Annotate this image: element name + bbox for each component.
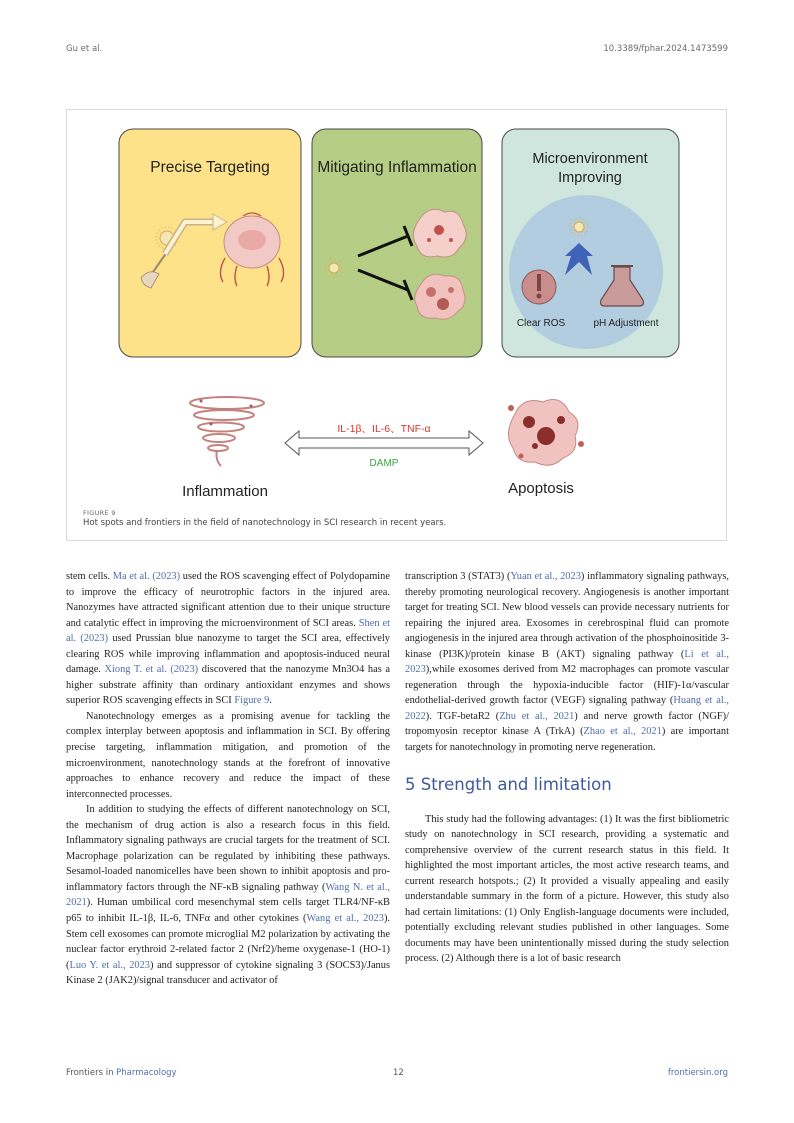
citation-link[interactable]: Wang et al., 2023 — [306, 913, 384, 925]
text: ). Human umbilical cord mesenchymal stem cells target TLR4/NF-κB p65 to inhibit IL-1β, IL-6, TNFα and other cytokines ( — [66, 897, 390, 925]
citation-link[interactable]: Zhu et al., 2021 — [499, 710, 575, 722]
panel-microenvironment-title-line2: Improving — [558, 170, 622, 186]
inflammation-label: Inflammation — [182, 483, 268, 500]
running-header-authors: Gu et al. — [66, 44, 103, 54]
paragraph — [405, 569, 729, 756]
panel-mitigating-inflammation-title: Mitigating Inflammation — [317, 159, 477, 176]
citation-link[interactable]: Shen et al. (2023) — [66, 617, 390, 645]
paragraph: Nanotechnology emerges as a promising avenue for tackling the complex interplay between apoptosis and inflammation in SCI. By offering precise targeting, inflammation mitigation, and promotion of the microenvironment, nanotechnology stands at the forefront of innovative approaches to enhance recovery and reduce the impact of these interconnected processes. — [66, 710, 390, 800]
text: discovered that the nanozyme Mn3O4 has a higher substrate affinity than ordinary antioxidant enzymes and shows superior ROS scavenging effects in SCI — [66, 664, 390, 707]
text: ) and nerve growth factor (NGF)/ tropomyosin receptor kinase A (TrkA) ( — [405, 710, 729, 738]
figure-9-illustration — [67, 110, 728, 542]
text: ) are important targets for nanotechnology in promoting nerve regeneration. — [405, 726, 729, 754]
text: used the ROS scavenging effect of Polydopamine to improve the efficacy of neurotrophic factors in the injured area. Nanozymes have attracted significant attention due to their unique structure and catalytic effect in improving the microenvironment of SCI areas. — [66, 571, 390, 629]
section-heading: 5 Strength and limitation — [405, 774, 612, 794]
figure-label: FIGURE 9 — [83, 509, 116, 517]
figure-caption: Hot spots and frontiers in the field of nanotechnology in SCI research in recent years. — [83, 518, 447, 528]
citation-link[interactable]: Huang et al., 2022 — [405, 695, 729, 722]
text: ) inflammatory signaling pathways, thereby promoting neurological recovery. Angiogenesis is another important target for treating SCI. New blood vessels can provide necessary nutrients for repairing the injured area. Exosomes in cerebrospinal fluid can promote angiogenesis in the injured area through activation of the phosphoinositide 3-kinase (PI3K)/protein kinase B (AKT) signaling pathway ( — [405, 571, 730, 660]
panel-precise-targeting-title: Precise Targeting — [150, 159, 270, 176]
citation-link[interactable]: Ma et al. (2023) — [112, 571, 181, 582]
paragraph — [66, 569, 390, 709]
citation-link[interactable]: Zhao et al., 2021 — [583, 726, 662, 738]
page-number: 12 — [393, 1068, 404, 1078]
citation-link[interactable]: Luo Y. et al., 2023 — [69, 959, 150, 971]
panel-microenvironment-title-line1: Microenvironment — [532, 151, 648, 167]
inflammation-tornado-icon — [190, 397, 264, 466]
text: ),while exosomes derived from M2 macrophages can promote vascular regeneration through the hypoxia-inducible factor (HIF)-1α/vascular endothelial-derived growth factor (VEGF) signaling pathway ( — [405, 664, 729, 707]
footer-journal-prefix: Frontiers in — [66, 1068, 117, 1078]
citation-link[interactable]: Wang N. et al., 2021 — [66, 881, 390, 909]
text: In addition to studying the effects of different nanotechnology on SCI, the mechanism of drug action is also a research focus in this field. Inflammatory signaling pathways are crucial targets for the treatment of SCI. Macrophage polarization can be regulated by inhibiting these pathways. Sesamol-loaded nanomicelles have been shown to inhibit apoptosis and pro-inflammatory factors through the NF-κB signaling pathway ( — [66, 804, 390, 893]
text: ). TGF-betaR2 ( — [425, 710, 500, 722]
damp-label: DAMP — [369, 458, 399, 469]
text: stem cells. — [66, 571, 113, 582]
text: transcription 3 (STAT3) ( — [405, 571, 511, 582]
citation-link[interactable]: Yuan et al., 2023 — [510, 571, 581, 582]
figure-link[interactable]: Figure 9 — [234, 695, 270, 707]
citation-link[interactable]: Xiong T. et al. (2023) — [104, 664, 199, 676]
text: . — [269, 695, 272, 707]
warning-icon — [522, 270, 556, 304]
right-column — [405, 569, 729, 967]
citation-link[interactable]: Li et al., 2023 — [405, 648, 730, 676]
footer-journal-name[interactable]: Pharmacology — [116, 1068, 177, 1078]
text: ). Stem cell exosomes can promote microglial M2 polarization by activating the nuclear factor erythroid 2-related factor 2 (Nrf2)/heme oxygenase-1 (HO-1) ( — [66, 913, 390, 971]
running-header-doi[interactable]: 10.3389/fphar.2024.1473599 — [603, 44, 728, 54]
ph-adjustment-label: pH Adjustment — [593, 318, 659, 329]
clear-ros-label: Clear ROS — [516, 318, 566, 329]
paragraph — [66, 802, 390, 989]
inflamed-cell-icon — [413, 209, 466, 257]
text: ) and suppressor of cytokine signaling 3 (SOCS3)/Janus Kinase 2 (JAK2)/signal transducer and activator of — [66, 959, 390, 987]
left-column — [66, 569, 390, 989]
figure-9 — [66, 109, 727, 541]
apoptosis-label: Apoptosis — [508, 480, 574, 497]
footer-site-link[interactable]: frontiersin.org — [667, 1068, 728, 1078]
cytokines-label: IL-1β、IL-6、TNF-α — [337, 423, 431, 435]
paragraph: This study had the following advantages: (1) It was the first bibliometric study on nanotechnology in SCI research, providing a systematic and comprehensive overview of the current research status in this field. It highlighted the most important articles, the most active research teams, and current research hotspots.; (2) It provided a visually appealing and easily understandable summary in the form of a picture. However, this study also had certain limitations: (1) Only English-language documents were included, potentially excluding relevant studies published in other languages. Some documents may have been unintentionally missed during the study selection process. (2) Although there is a lot of basic research — [405, 813, 729, 965]
apoptotic-cell-icon — [508, 400, 584, 466]
text: used Prussian blue nanozyme to target the SCI area, effectively clearing ROS while improving inflammation and apoptosis-induced neural damage. — [66, 633, 390, 676]
footer-journal — [66, 1068, 177, 1078]
